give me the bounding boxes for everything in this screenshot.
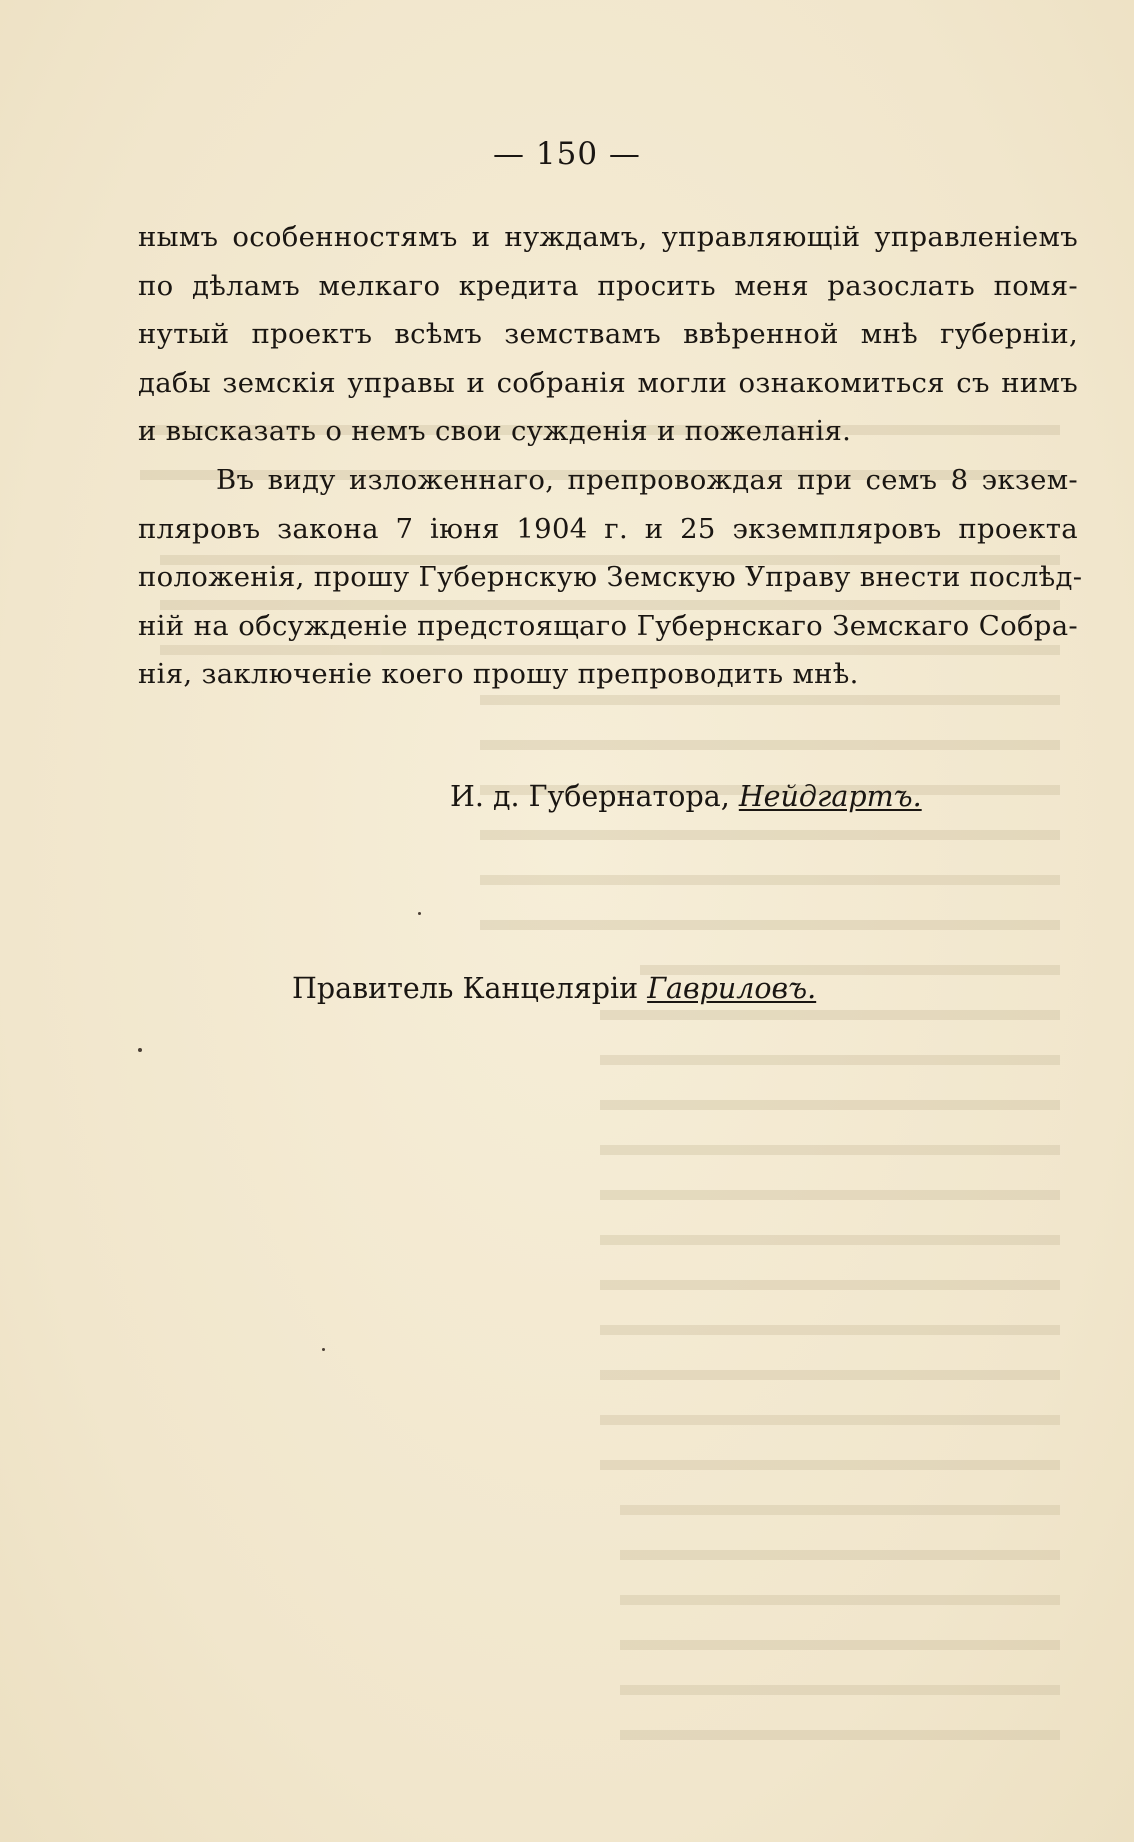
signature-governor-title: И. д. Губернатора, bbox=[450, 780, 730, 813]
paragraph-1-line: нутый проектъ всѣмъ земствамъ ввѣренной мнѣ губерніи, bbox=[138, 318, 1078, 351]
paragraph-1-line: по дѣламъ мелкаго кредита просить меня разослать помя- bbox=[138, 269, 1078, 302]
paragraph-1-line: нымъ особенностямъ и нуждамъ, управляющій управленіемъ bbox=[138, 221, 1078, 253]
ink-speck bbox=[322, 1348, 325, 1351]
paragraph-2-line: Въ виду изложеннаго, препровождая при семъ 8 экзем- bbox=[216, 463, 1078, 496]
signature-chancellery-name: Гавриловъ. bbox=[647, 972, 817, 1005]
signature-chancellery bbox=[292, 972, 816, 1005]
signature-governor bbox=[450, 780, 922, 813]
paragraph-2-line: положенія, прошу Губернскую Земскую Управу внести послѣд- bbox=[138, 561, 1083, 594]
paragraph-2-line: пляровъ закона 7 іюня 1904 г. и 25 экземпляровъ проекта bbox=[138, 512, 1078, 545]
signature-governor-name: Нейдгартъ. bbox=[738, 780, 922, 813]
body-text bbox=[138, 213, 1083, 699]
paragraph-1-line: и высказать о немъ свои сужденія и пожеланія. bbox=[138, 415, 852, 448]
page-number: — 150 — bbox=[493, 136, 641, 172]
ink-speck bbox=[418, 912, 421, 915]
paragraph-2-line: нія, заключеніе коего прошу препроводить мнѣ. bbox=[138, 658, 859, 691]
paragraph-1-line: дабы земскія управы и собранія могли ознакомиться съ нимъ bbox=[138, 366, 1078, 399]
paragraph-2-line: ній на обсужденіе предстоящаго Губернскаго Земскаго Собра- bbox=[138, 609, 1078, 642]
ink-speck bbox=[138, 1048, 142, 1052]
signature-chancellery-title: Правитель Канцеляріи bbox=[292, 972, 639, 1005]
